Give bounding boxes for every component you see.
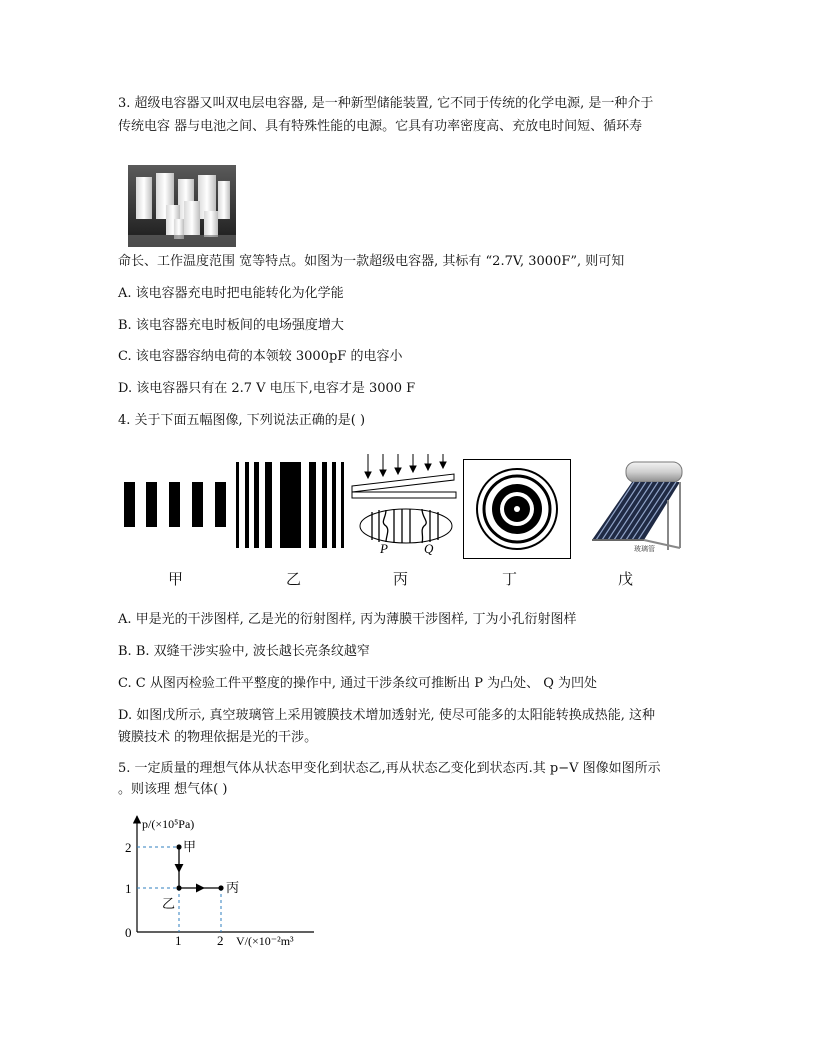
- state-yi-label: 乙: [162, 896, 176, 911]
- q3-option-d: D. 该电容器只有在 2.7 V 电压下,电容才是 3000 F: [118, 381, 416, 396]
- figure-yi-diffraction-fringes: [236, 462, 346, 548]
- state-jia-label: 甲: [183, 839, 197, 854]
- caption-wu: 戊: [618, 570, 634, 588]
- caption-yi: 乙: [286, 570, 302, 588]
- label-q: Q: [424, 541, 434, 556]
- state-bing-label: 丙: [226, 880, 240, 895]
- q4-option-d-line-1: D. 如图戊所示, 真空玻璃管上采用镀膜技术增加透射光, 使尽可能多的太阳能转换成热能, 这种: [118, 708, 656, 723]
- x-tick-2: 2: [217, 933, 224, 948]
- supercapacitor-photo: [128, 165, 236, 247]
- figure-jia-interference-fringes: [124, 482, 227, 527]
- state-bing-point: [218, 885, 223, 890]
- label-glass-tube: 玻璃管: [634, 545, 655, 553]
- y-tick-1: 1: [125, 881, 132, 896]
- q3-option-a: A. 该电容器充电时把电能转化为化学能: [118, 286, 344, 301]
- q3-stem-line-3: 命长、工作温度范围 宽等特点。如图为一款超级电容器, 其标有 “2.7V, 3000F”, 则可知: [118, 254, 625, 269]
- x-tick-1: 1: [175, 933, 182, 948]
- caption-jia: 甲: [168, 570, 184, 588]
- y-tick-2: 2: [125, 840, 132, 855]
- q4-option-a: A. 甲是光的干涉图样, 乙是光的衍射图样, 丙为薄膜干涉图样, 丁为小孔衍射图样: [118, 612, 577, 627]
- state-yi-point: [176, 885, 181, 890]
- q4-option-c: C. C 从图丙检验工件平整度的操作中, 通过干涉条纹可推断出 P 为凸处、 Q 为凹处: [118, 676, 598, 691]
- q3-stem-line-2: 传统电容 器与电池之间、具有特殊性能的电源。它具有功率密度高、充放电时间短、循环寿: [118, 119, 643, 134]
- q3-stem-line-1: 3. 超级电容器又叫双电层电容器, 是一种新型储能装置, 它不同于传统的化学电源, 是一种介于: [118, 96, 654, 111]
- pv-graph: [120, 812, 320, 952]
- figure-wu-solar-water-heater: [572, 458, 686, 558]
- q3-option-c: C. 该电容器容纳电荷的本领较 3000pF 的电容小: [118, 349, 403, 364]
- q4-option-b: B. B. 双缝干涉实验中, 波长越长亮条纹越窄: [118, 644, 370, 659]
- q4-stem: 4. 关于下面五幅图像, 下列说法正确的是( ): [118, 413, 366, 428]
- q5-stem-line-2: 。则该理 想气体( ): [118, 782, 228, 797]
- y-tick-0: 0: [125, 925, 132, 940]
- q4-option-d-line-2: 镀膜技术 的物理依据是光的干涉。: [118, 730, 318, 745]
- figure-bing-flatness-test: [350, 452, 462, 556]
- caption-bing: 丙: [393, 570, 409, 588]
- x-axis-label: V/(×10⁻²m³: [236, 934, 294, 948]
- state-jia-point: [176, 844, 181, 849]
- q5-stem-line-1: 5. 一定质量的理想气体从状态甲变化到状态乙,再从状态乙变化到状态丙.其 p−V 图像如图所示: [118, 761, 661, 776]
- y-axis-label: p/(×10⁵Pa): [142, 817, 195, 831]
- label-p: P: [380, 541, 388, 556]
- caption-ding: 丁: [502, 570, 518, 588]
- figure-ding-circular-fringes: [463, 459, 571, 559]
- q3-option-b: B. 该电容器充电时板间的电场强度增大: [118, 318, 344, 333]
